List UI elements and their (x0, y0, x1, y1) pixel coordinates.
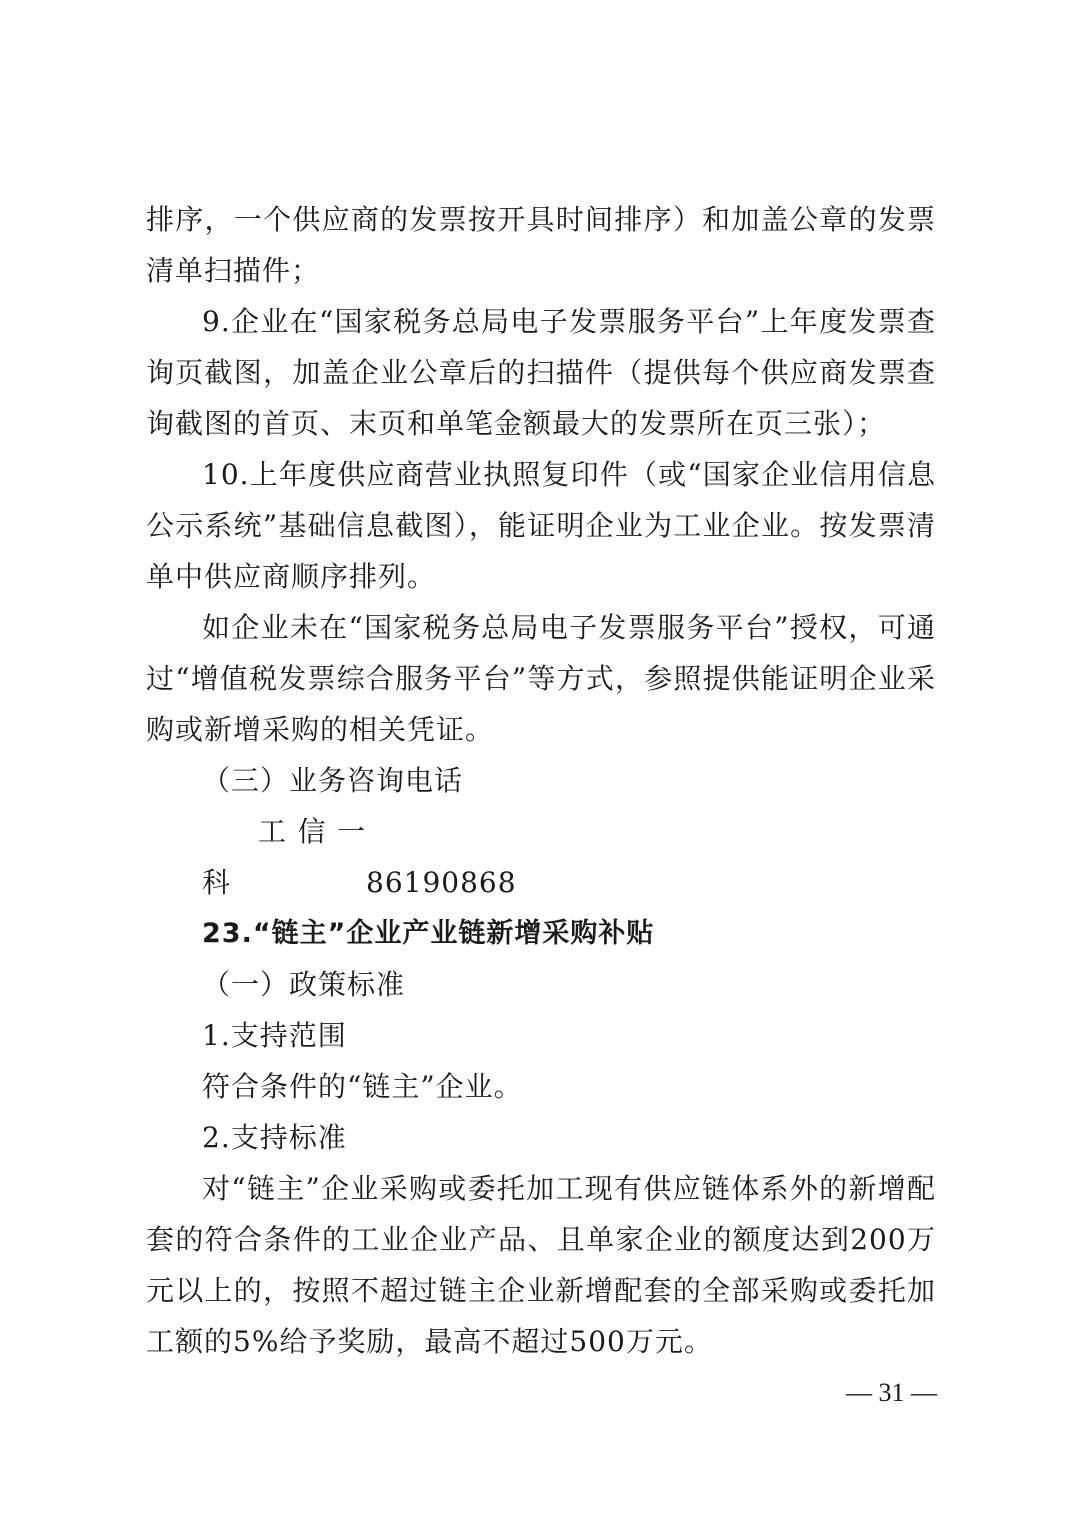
contact-phone: 86190868 (366, 866, 517, 899)
item-2-text: 对“链主”企业采购或委托加工现有供应链体系外的新增配套的符合条件的工业企业产品、且单家企业的额度达到200万元以上的，按照不超过链主企业新增配套的全部采购或委托加工额的5%给予奖励，最高不超过500万元。 (146, 1172, 936, 1358)
item-1-text: 符合条件的“链主”企业。 (202, 1070, 523, 1103)
contact-line (146, 806, 936, 908)
section-heading-23: 23.“链主”企业产业链新增采购补贴 (202, 918, 655, 949)
paragraph-invoice-list: 排序，一个供应商的发票按开具时间排序）和加盖公章的发票清单扫描件； (146, 203, 936, 287)
subsection-policy-standard: （一）政策标准 (202, 968, 406, 1001)
paragraph-item-9: 9.企业在“国家税务总局电子发票服务平台”上年度发票查询页截图，加盖企业公章后的扫描件（提供每个供应商发票查询截图的首页、末页和单笔金额最大的发票所在页三张）； (146, 305, 936, 440)
page-number: — 31 — (846, 1378, 937, 1407)
contact-department: 工信一科 (202, 815, 366, 899)
subsection-consult-phone: （三）业务咨询电话 (202, 764, 464, 797)
paragraph-item-10: 10.上年度供应商营业执照复印件（或“国家企业信用信息公示系统”基础信息截图），能证明企业为工业企业。按发票清单中供应商顺序排列。 (146, 458, 936, 593)
item-1-title: 1.支持范围 (202, 1019, 347, 1052)
paragraph-alternative-platform: 如企业未在“国家税务总局电子发票服务平台”授权，可通过“增值税发票综合服务平台”等方式，参照提供能证明企业采购或新增采购的相关凭证。 (146, 611, 936, 746)
item-2-title: 2.支持标准 (202, 1121, 347, 1154)
document-body (146, 194, 936, 1367)
